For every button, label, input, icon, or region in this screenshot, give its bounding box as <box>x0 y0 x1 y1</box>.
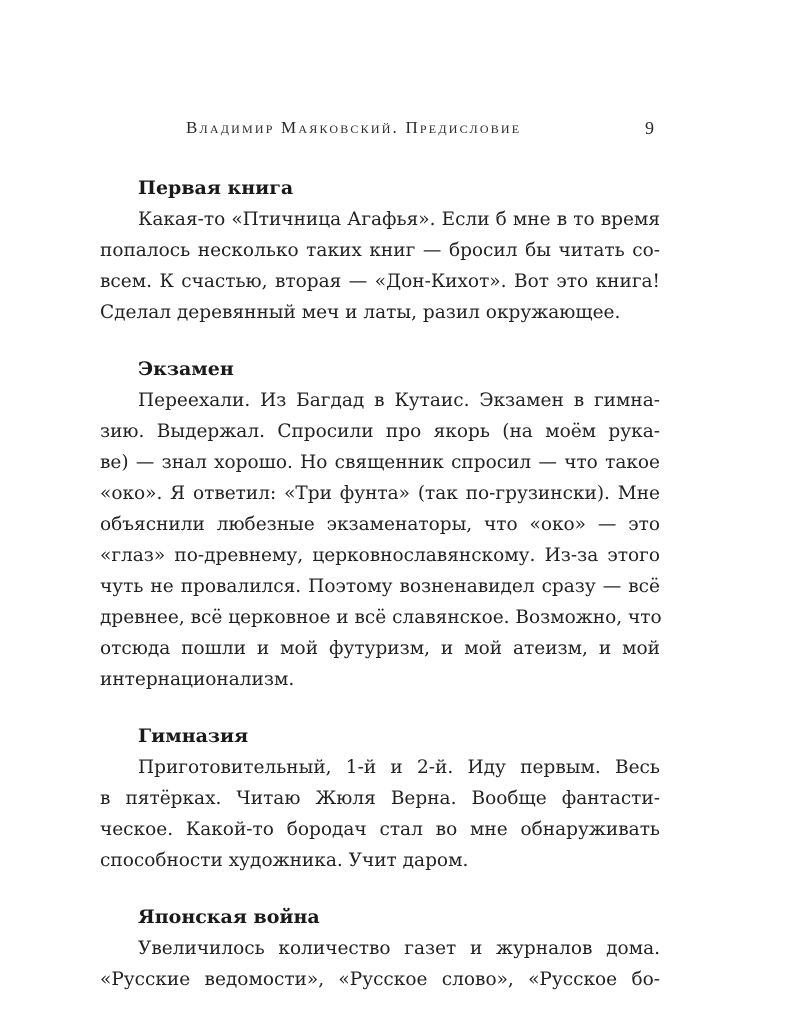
page-content <box>100 172 660 1020</box>
section-heading: Гимназия <box>138 725 249 747</box>
text-line: попалось несколько таких книг — бросил бы читать со- <box>100 240 660 261</box>
section-heading: Первая книга <box>138 177 294 199</box>
page-number: 9 <box>645 118 654 138</box>
text-line: Приготовительный, 1-й и 2-й. Иду первым. Весь <box>138 757 660 778</box>
text-line: способности художника. Учит даром. <box>100 850 469 871</box>
section-body <box>100 204 660 328</box>
text-line: отсюда пошли и мой футуризм, и мой атеизм, и мой <box>100 638 660 659</box>
running-head-title: Владимир Маяковский. Предисловие <box>186 118 522 137</box>
text-line: в пятёрках. Читаю Жюля Верна. Вообще фантасти- <box>100 788 660 809</box>
text-line: чуть не провалился. Поэтому возненавидел сразу — всё <box>100 576 660 597</box>
section-heading: Экзамен <box>138 358 234 380</box>
text-line: Переехали. Из Багдад в Кутаис. Экзамен в гимна- <box>138 390 660 411</box>
text-line: объяснили любезные экзаменаторы, что «око» — это <box>100 514 660 535</box>
text-line: интернационализм. <box>100 669 295 690</box>
text-line: ве) — знал хорошо. Но священник спросил — что такое <box>100 452 660 473</box>
text-line: Сделал деревянный меч и латы, разил окружающее. <box>100 302 621 323</box>
section-first-book <box>100 172 660 328</box>
section-heading: Японская война <box>138 906 320 928</box>
text-line: Какая-то «Птичница Агафья». Если б мне в то время <box>138 209 660 230</box>
text-line: Увеличилось количество газет и журналов дома. <box>138 938 660 959</box>
section-body <box>100 752 660 876</box>
section-exam <box>100 353 660 695</box>
text-line: «око». Я ответил: «Три фунта» (так по-грузински). Мне <box>100 483 660 504</box>
text-line: «глаз» по-древнему, церковнославянскому. Из-за этого <box>100 545 660 566</box>
text-line: «Русские ведомости», «Русское слово», «Русское бо- <box>100 969 660 990</box>
text-line: всем. К счастью, вторая — «Дон-Кихот». Вот это книга! <box>100 271 660 292</box>
running-head <box>100 118 660 142</box>
text-line: ческое. Какой-то бородач стал во мне обнаруживать <box>100 819 660 840</box>
text-line: древнее, всё церковное и всё славянское. Возможно, что <box>100 607 662 628</box>
section-japanese-war <box>100 901 660 995</box>
section-gymnasium <box>100 720 660 876</box>
section-body <box>100 933 660 995</box>
section-body <box>100 385 660 695</box>
text-line: зию. Выдержал. Спросили про якорь (на моём рука- <box>100 421 660 442</box>
